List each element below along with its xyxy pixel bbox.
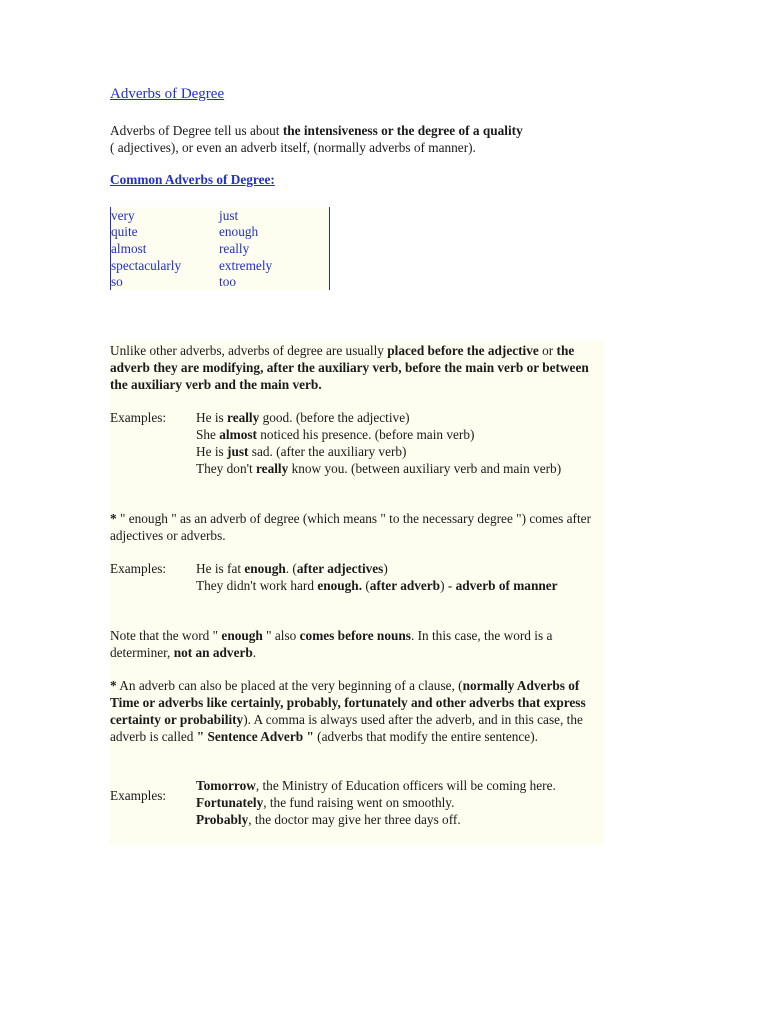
text: Unlike other adverbs, adverbs of degree are usually — [110, 343, 388, 358]
adverb-cell: so — [111, 274, 123, 289]
text: " enough " as an adverb of degree (which means " to the necessary degree ") comes after adjectives or adverbs. — [110, 511, 592, 543]
examples-label: Examples: — [110, 788, 167, 803]
adverb-cell: almost — [111, 241, 147, 256]
text: or — [538, 343, 557, 358]
adverbs-table — [110, 207, 330, 290]
examples-label: Examples: — [110, 561, 167, 576]
intro-text-cont: ( adjectives), or even an adverb itself, (normally adverbs of manner). — [110, 140, 476, 155]
example-line: He is really good. (before the adjective) — [196, 410, 410, 425]
sentence-adverb-paragraph: * An adverb can also be placed at the very beginning of a clause, (normally Adverbs of Time or adverbs like certainly, probably, fortunately and other adverbs that express certainty or probability). A comma is always used after the adverb, and in this case, the adverb is called " Sentence Adverb " (adverbs that modify the entire sentence). — [110, 678, 586, 744]
adverb-cell: too — [219, 274, 236, 289]
page-title[interactable]: Adverbs of Degree — [110, 86, 225, 102]
example-line: He is fat enough. (after adjectives) — [196, 561, 388, 576]
table-row — [111, 223, 329, 240]
examples-list — [196, 560, 596, 594]
examples-label: Examples: — [110, 410, 167, 425]
intro-text: Adverbs of Degree tell us about — [110, 123, 283, 138]
enough-note — [110, 510, 602, 544]
explanation-box — [110, 340, 604, 845]
example-line: Fortunately, the fund raising went on smoothly. — [196, 795, 455, 810]
example-line: Probably, the doctor may give her three days off. — [196, 812, 461, 827]
table-row — [111, 257, 329, 274]
table-row — [111, 207, 329, 224]
example-line: Tomorrow, the Ministry of Education officers will be coming here. — [196, 778, 556, 793]
example-line: They didn't work hard enough. (after adverb) - adverb of manner — [196, 578, 558, 593]
example-line: He is just sad. (after the auxiliary verb) — [196, 444, 407, 459]
bullet-star: * — [110, 511, 117, 526]
adverb-cell: extremely — [219, 258, 273, 273]
determiner-note: Note that the word " enough " also comes before nouns. In this case, the word is a determiner, not an adverb. — [110, 628, 553, 660]
table-row — [111, 240, 329, 257]
adverb-cell: quite — [111, 224, 138, 239]
section-subtitle[interactable]: Common Adverbs of Degree: — [110, 172, 275, 187]
example-line: She almost noticed his presence. (before main verb) — [196, 427, 475, 442]
emphasis: placed before the adjective — [387, 343, 539, 358]
placement-paragraph — [110, 342, 602, 393]
example-line: They don't really know you. (between auxiliary verb and main verb) — [196, 461, 562, 476]
examples-list — [196, 777, 596, 828]
adverb-cell: really — [219, 241, 250, 256]
adverb-cell: enough — [219, 224, 259, 239]
intro-emphasis: the intensiveness or the degree of a quality — [282, 123, 523, 138]
adverb-cell: just — [219, 208, 239, 223]
adverb-cell: very — [111, 208, 135, 223]
emphasis: the adverb they are modifying, after the auxiliary verb, before the main verb or between the auxiliary verb and the main verb. — [110, 343, 589, 392]
intro-paragraph — [110, 122, 610, 156]
bullet-star: * — [110, 678, 117, 693]
examples-list — [196, 409, 596, 477]
adverb-cell: spectacularly — [111, 258, 182, 273]
table-row — [111, 273, 329, 290]
